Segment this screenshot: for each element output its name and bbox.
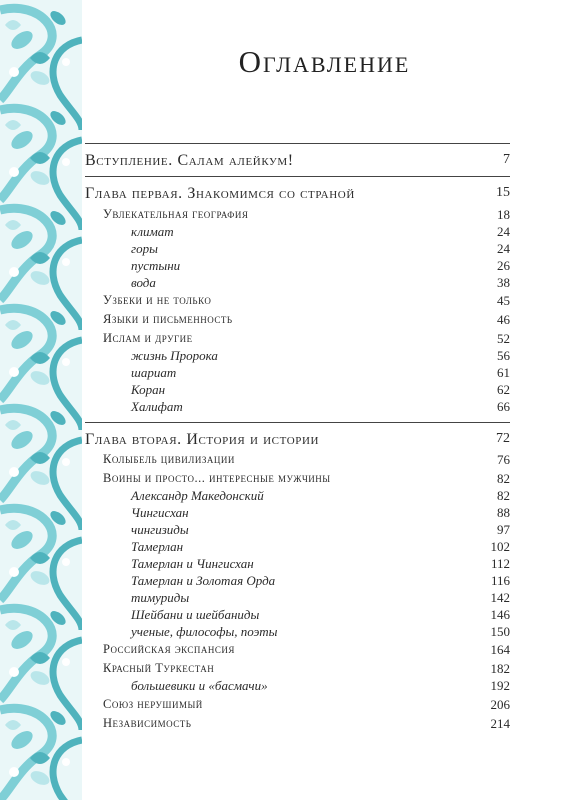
toc-page-number: 52 <box>497 331 510 346</box>
toc-page-number: 46 <box>497 312 510 327</box>
toc-entry-title: Воины и просто... интересные мужчины <box>103 471 331 485</box>
toc-entry-title: тимуриды <box>131 590 190 605</box>
section-entry[interactable] <box>85 716 510 732</box>
section-entry[interactable] <box>85 312 510 328</box>
toc-entry-title: Тамерлан <box>131 539 184 554</box>
subsection-entry[interactable] <box>85 590 510 606</box>
subsection-entry[interactable] <box>85 382 510 398</box>
toc-entry-title: Чингисхан <box>131 505 189 520</box>
toc-entry-title: Глава вторая. История и истории <box>85 431 320 448</box>
toc-page-number: 82 <box>497 488 510 503</box>
chapter-entry[interactable] <box>85 152 510 168</box>
toc-page-number: 142 <box>490 590 510 605</box>
subsection-entry[interactable] <box>85 348 510 364</box>
toc-page-number: 76 <box>497 452 510 467</box>
toc-entry-title: Халифат <box>131 399 183 414</box>
toc-page-number: 24 <box>497 224 510 239</box>
toc-page-number: 206 <box>490 697 510 712</box>
chapter-entry[interactable] <box>85 185 510 201</box>
toc-entry-title: Вступление. Салам алейкум! <box>85 152 294 169</box>
toc-entry-title: вода <box>131 275 156 290</box>
section-entry[interactable] <box>85 452 510 468</box>
toc-entry-title: Колыбель цивилизации <box>103 452 235 466</box>
toc-page-number: 192 <box>490 678 510 693</box>
toc-page-number: 72 <box>496 431 510 446</box>
subsection-entry[interactable] <box>85 224 510 240</box>
toc-page-number: 102 <box>490 539 510 554</box>
toc-entry-title: Увлекательная география <box>103 207 249 221</box>
toc-entry-title: Красный Туркестан <box>103 661 215 675</box>
toc-page-number: 146 <box>490 607 510 622</box>
toc-entry-title: Шейбани и шейбаниды <box>131 607 260 622</box>
subsection-entry[interactable] <box>85 522 510 538</box>
subsection-entry[interactable] <box>85 624 510 640</box>
toc-page-number: 45 <box>497 293 510 308</box>
section-entry[interactable] <box>85 697 510 713</box>
toc-entry-title: ученые, философы, поэты <box>131 624 278 639</box>
section-entry[interactable] <box>85 207 510 223</box>
toc-entry-title: Союз нерушимый <box>103 697 203 711</box>
subsection-entry[interactable] <box>85 275 510 291</box>
toc-entry-title: жизнь Пророка <box>131 348 218 363</box>
toc-entry-title: Независимость <box>103 716 192 730</box>
section-divider <box>85 143 510 144</box>
subsection-entry[interactable] <box>85 539 510 555</box>
section-entry[interactable] <box>85 331 510 347</box>
toc-page-number: 164 <box>490 642 510 657</box>
toc-entry-title: Ислам и другие <box>103 331 193 345</box>
toc-entry-title: Узбеки и не только <box>103 293 212 307</box>
page-title: Оглавление <box>238 44 411 79</box>
toc-entry-title: Тамерлан и Золотая Орда <box>131 573 276 588</box>
toc-entry-title: шариат <box>131 365 177 380</box>
toc-entry-title: пустыни <box>131 258 181 273</box>
toc-page-number: 18 <box>497 207 510 222</box>
section-divider <box>85 422 510 423</box>
toc-page-number: 150 <box>490 624 510 639</box>
toc-entry-title: чингизиды <box>131 522 189 537</box>
toc-page-number: 82 <box>497 471 510 486</box>
toc-page-number: 62 <box>497 382 510 397</box>
section-divider <box>85 176 510 177</box>
toc-entry-title: Языки и письменность <box>103 312 233 326</box>
toc-entry-title: Российская экспансия <box>103 642 235 656</box>
subsection-entry[interactable] <box>85 365 510 381</box>
toc-page-number: 112 <box>490 556 510 571</box>
toc-page-number: 7 <box>503 152 510 167</box>
toc-page-number: 15 <box>496 185 510 200</box>
section-entry[interactable] <box>85 293 510 309</box>
subsection-entry[interactable] <box>85 556 510 572</box>
toc-entry-title: климат <box>131 224 174 239</box>
chapter-entry[interactable] <box>85 431 510 447</box>
toc-page-number: 182 <box>490 661 510 676</box>
toc-page-number: 38 <box>497 275 510 290</box>
decorative-border-ornament <box>0 0 82 800</box>
toc-page-number: 88 <box>497 505 510 520</box>
arabesque-pattern-icon <box>0 0 82 800</box>
toc-entry-title: Глава первая. Знакомимся со страной <box>85 185 355 202</box>
subsection-entry[interactable] <box>85 573 510 589</box>
toc-page-number: 214 <box>490 716 510 731</box>
subsection-entry[interactable] <box>85 607 510 623</box>
section-entry[interactable] <box>85 661 510 677</box>
toc-entry-title: большевики и «басмачи» <box>131 678 268 693</box>
toc-page-number: 116 <box>490 573 510 588</box>
subsection-entry[interactable] <box>85 258 510 274</box>
toc-entry-title: Александр Македонский <box>131 488 264 503</box>
subsection-entry[interactable] <box>85 241 510 257</box>
toc-entry-title: горы <box>131 241 158 256</box>
toc-page-number: 97 <box>497 522 510 537</box>
subsection-entry[interactable] <box>85 678 510 694</box>
section-entry[interactable] <box>85 471 510 487</box>
subsection-entry[interactable] <box>85 399 510 415</box>
toc-page-number: 26 <box>497 258 510 273</box>
section-entry[interactable] <box>85 642 510 658</box>
toc-page-number: 61 <box>497 365 510 380</box>
toc-page-number: 24 <box>497 241 510 256</box>
subsection-entry[interactable] <box>85 488 510 504</box>
toc-entry-title: Коран <box>131 382 166 397</box>
toc-entry-title: Тамерлан и Чингисхан <box>131 556 254 571</box>
toc-page-number: 66 <box>497 399 510 414</box>
subsection-entry[interactable] <box>85 505 510 521</box>
toc-page-number: 56 <box>497 348 510 363</box>
